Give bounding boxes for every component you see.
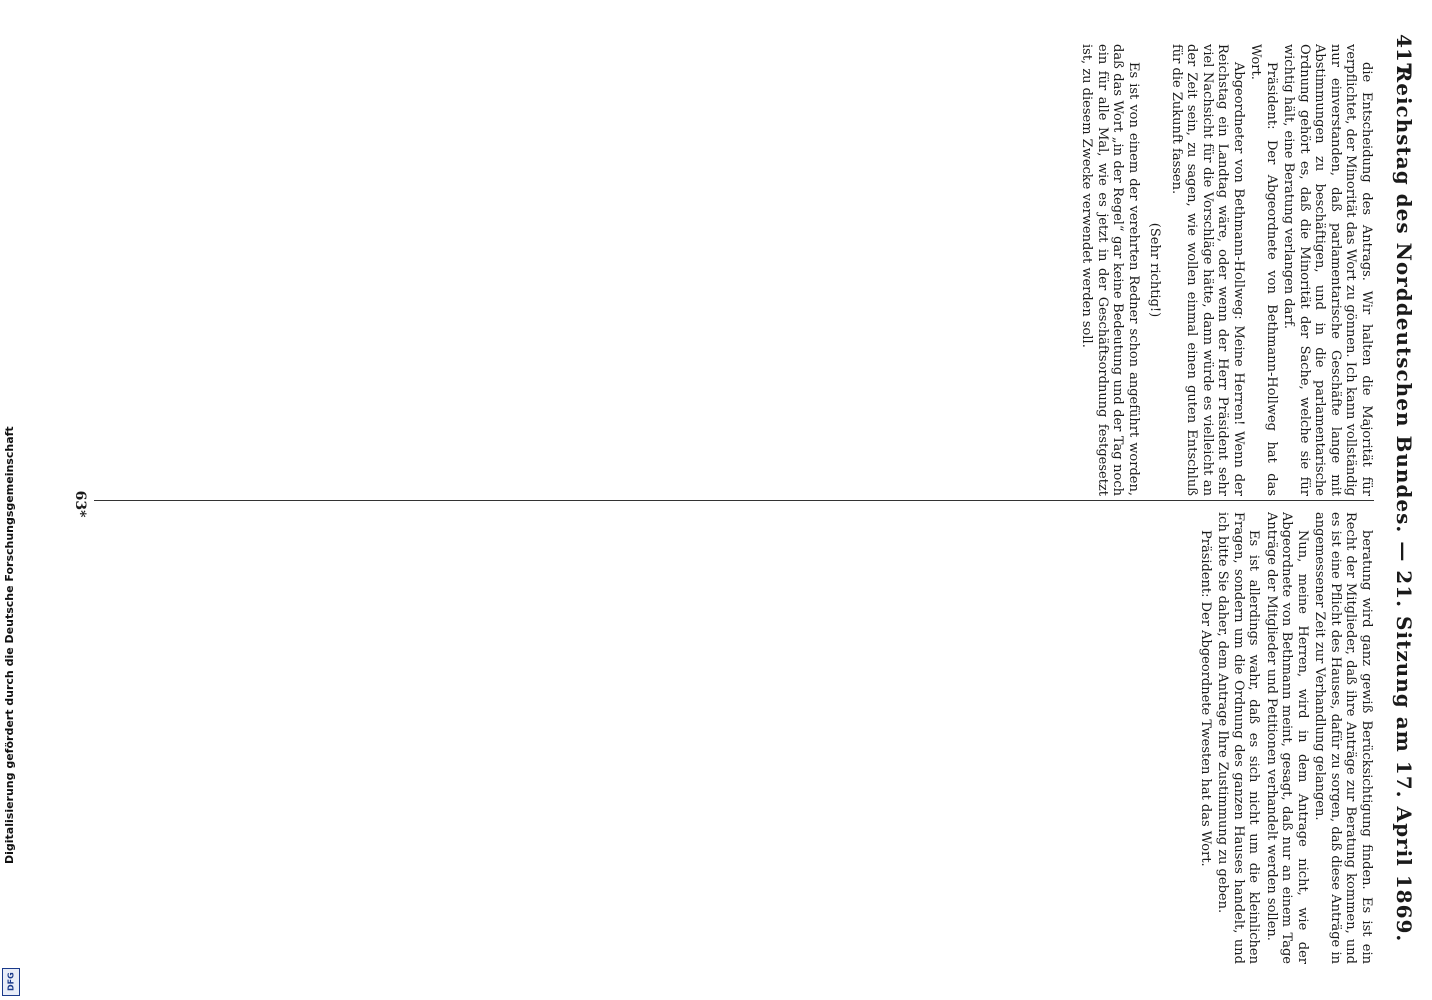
running-header: [1382, 24, 1422, 984]
page-number: 417: [1392, 34, 1416, 76]
paragraph: Präsident: Der Abgeordnete Twesten hat das Wort.: [1198, 530, 1213, 867]
funding-note: Digitalisierung gefördert durch die Deutsche Forschungsgemeinschaft: [3, 426, 16, 864]
paragraph: beratung wird ganz gewiß Berücksichtigung finden. Es ist ein Recht der Mitglieder, daß ihre Anträge zur Beratung kommen, und es ist eine Pflicht des Hauses, dafür zu sorgen, daß diese Anträge in angemessener Zeit zur Verhandlung gelangen.: [1312, 512, 1374, 964]
dfg-logo: DFG: [2, 968, 20, 996]
paragraph: Es ist von einem der verehrten Redner schon angeführt worden, daß das Wort „in der Regel“ gar keine Bedeutung und der Tag noch ein für alle Mal, wie es jetzt in der Geschäftsordnung festgesetzt ist, zu diesem Zwecke verwendet werden soll.: [1079, 44, 1141, 496]
column-divider: [94, 500, 1374, 501]
interjection: (Sehr richtig!): [1147, 222, 1163, 318]
signature-mark: 63*: [72, 490, 88, 518]
paragraph: Präsident: Der Abgeordnete von Bethmann-Hollweg hat das Wort.: [1248, 44, 1279, 496]
paragraph: die Entscheidung des Antrags. Wir halten die Majorität für verpflichtet, der Minorität das Wort zu gönnen. Ich kann vollständig nur einverstanden, daß parlamentarische Geschäfte lange mit Abstimmungen zu beschäftigen, und in die parlamentarische Ordnung gehört es, daß die Minorität der Sache, welche sie für wichtig hält, eine Beratung verlangen darf.: [1281, 44, 1374, 496]
text-column-left: [94, 44, 1374, 496]
rotated-page-content: [70, 24, 1430, 984]
paragraph: Abgeordneter von Bethmann-Hollweg: Meine Herren! Wenn der Reichstag ein Landtag wäre, oder wenn der Herr Präsident sehr viel Nachsicht für die Vorschläge hätte, dann würde es vielleicht an der Zeit sein, zu sagen, wie wollen einmal einen guten Entschluß für die Zukunft fassen.: [1169, 44, 1246, 496]
paragraph: Nun, meine Herren, wird in dem Antrage nicht, wie der Abgeordnete von Bethmann meint, gesagt, daß nur an einem Tage Anträge der Mitglieder und Petitionen verhandelt werden sollen.: [1264, 512, 1310, 964]
paragraph: Es ist allerdings wahr, daß es sich nicht um die kleinlichen Fragen, sondern um die Ordnung des ganzen Hauses handelt, und ich bitte Sie daher, dem Antrage Ihre Zustimmung zu geben.: [1215, 512, 1262, 964]
header-title: Reichstag des Norddeutschen Bundes. — 21. Sitzung am 17. April 1869.: [1392, 65, 1416, 943]
page-body: [70, 24, 1430, 984]
text-column-right: [94, 512, 1374, 964]
